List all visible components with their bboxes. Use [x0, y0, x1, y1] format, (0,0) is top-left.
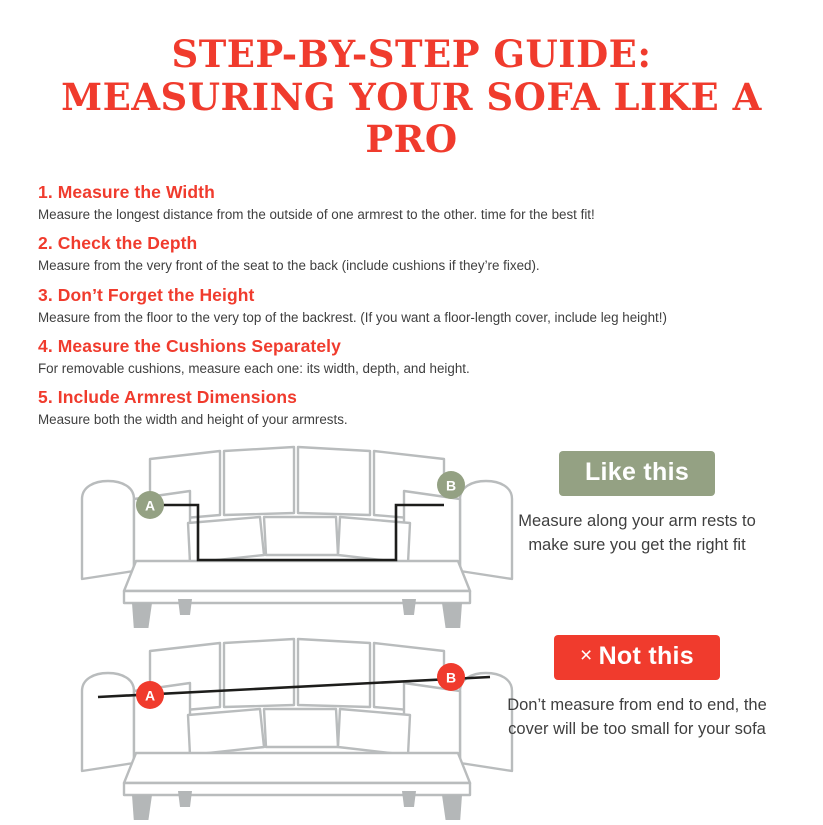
badge-like-this-label: Like this: [584, 457, 690, 486]
title-line-1: STEP-BY-STEP GUIDE:: [171, 32, 652, 76]
cross-icon: ×: [579, 643, 593, 667]
badge-not-this-label: Not this: [598, 641, 695, 670]
marker-a-label: A: [144, 687, 156, 704]
step-body: Measure both the width and height of your armrests.: [38, 411, 348, 427]
step-heading: 2. Check the Depth: [38, 233, 198, 254]
step-item: [38, 336, 785, 378]
title-line-2: MEASURING YOUR SOFA LIKE A PRO: [61, 75, 762, 161]
step-item: [38, 387, 785, 429]
sofa-correct-svg: [38, 443, 528, 628]
step-heading: 3. Don’t Forget the Height: [38, 284, 255, 305]
callout-not-this: [497, 635, 777, 742]
sofa-correct-diagram: [38, 443, 528, 628]
badge-not-this: [554, 635, 720, 680]
callout-like-this-text: Measure along your arm rests to make sure you get the right fit: [518, 511, 756, 554]
illustration-area: [38, 443, 785, 823]
step-body: Measure from the floor to the very top of the backrest. (If you want a floor-length cover, include leg height!): [38, 309, 667, 325]
step-heading: 1. Measure the Width: [38, 182, 215, 203]
step-body: Measure from the very front of the seat to the back (include cushions if they’re fixed).: [38, 258, 540, 274]
step-item: [38, 285, 785, 327]
marker-b-label: B: [445, 669, 457, 686]
marker-a-label: A: [144, 497, 156, 514]
step-item: [38, 182, 785, 224]
steps-list: [38, 182, 785, 428]
callout-like-this: [497, 451, 777, 558]
sofa-incorrect-diagram: [38, 635, 528, 820]
marker-b-label: B: [445, 477, 457, 494]
badge-like-this: [559, 451, 715, 496]
step-heading: 4. Measure the Cushions Separately: [38, 335, 341, 356]
step-heading: 5. Include Armrest Dimensions: [38, 386, 297, 407]
sofa-incorrect-svg: [38, 635, 528, 820]
step-body: For removable cushions, measure each one: its width, depth, and height.: [38, 360, 470, 376]
step-body: Measure the longest distance from the outside of one armrest to the other. time for the best fit!: [38, 207, 595, 223]
step-item: [38, 233, 785, 275]
callout-not-this-text: Don’t measure from end to end, the cover will be too small for your sofa: [507, 695, 767, 738]
page-title: [38, 34, 785, 160]
